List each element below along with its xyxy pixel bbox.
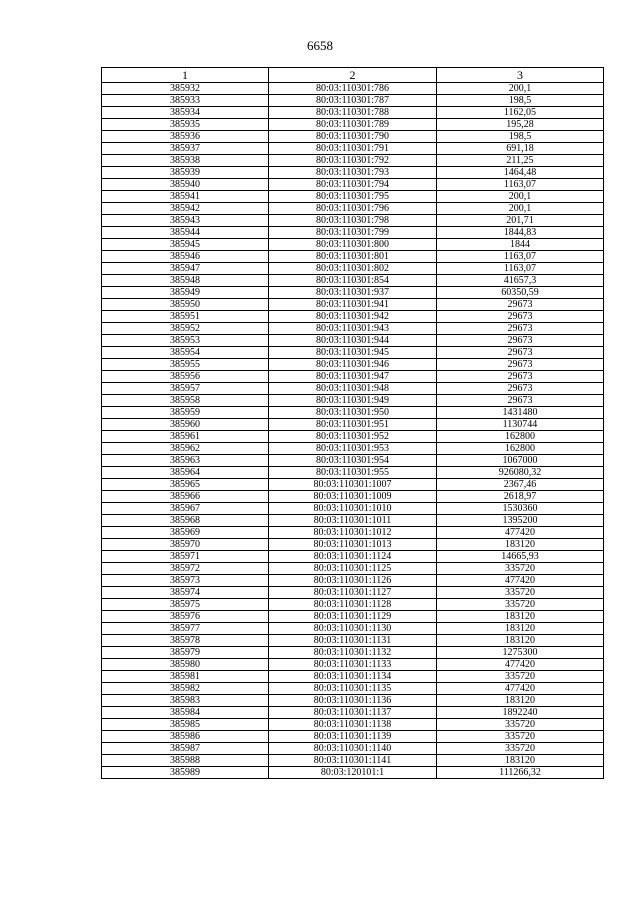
cadastral-number-cell: 80:03:110301:786 [269, 83, 437, 95]
value-cell: 335720 [437, 587, 604, 599]
value-cell: 1431480 [437, 407, 604, 419]
table-row [102, 659, 604, 671]
column-header-1: 1 [102, 68, 269, 83]
table-row [102, 743, 604, 755]
value-cell: 41657,3 [437, 275, 604, 287]
table-row [102, 263, 604, 275]
table-row [102, 671, 604, 683]
table-row [102, 623, 604, 635]
record-number-cell: 385957 [102, 383, 269, 395]
value-cell: 2367,46 [437, 479, 604, 491]
value-cell: 29673 [437, 311, 604, 323]
table-row [102, 383, 604, 395]
table-row [102, 683, 604, 695]
cadastral-number-cell: 80:03:110301:949 [269, 395, 437, 407]
record-number-cell: 385971 [102, 551, 269, 563]
cadastral-number-cell: 80:03:110301:948 [269, 383, 437, 395]
cadastral-number-cell: 80:03:110301:1131 [269, 635, 437, 647]
cadastral-number-cell: 80:03:110301:947 [269, 371, 437, 383]
record-number-cell: 385963 [102, 455, 269, 467]
table-row [102, 455, 604, 467]
value-cell: 926080,32 [437, 467, 604, 479]
value-cell: 1275300 [437, 647, 604, 659]
value-cell: 691,18 [437, 143, 604, 155]
record-number-cell: 385967 [102, 503, 269, 515]
record-number-cell: 385954 [102, 347, 269, 359]
cadastral-number-cell: 80:03:110301:795 [269, 191, 437, 203]
record-number-cell: 385952 [102, 323, 269, 335]
record-number-cell: 385941 [102, 191, 269, 203]
cadastral-number-cell: 80:03:110301:946 [269, 359, 437, 371]
cadastral-number-cell: 80:03:110301:1129 [269, 611, 437, 623]
value-cell: 29673 [437, 359, 604, 371]
record-number-cell: 385988 [102, 755, 269, 767]
table-row [102, 347, 604, 359]
cadastral-number-cell: 80:03:110301:1011 [269, 515, 437, 527]
cadastral-number-cell: 80:03:110301:1133 [269, 659, 437, 671]
table-row [102, 287, 604, 299]
cadastral-number-cell: 80:03:110301:1124 [269, 551, 437, 563]
table-row [102, 203, 604, 215]
value-cell: 477420 [437, 683, 604, 695]
value-cell: 2618,97 [437, 491, 604, 503]
cadastral-number-cell: 80:03:110301:1138 [269, 719, 437, 731]
record-number-cell: 385980 [102, 659, 269, 671]
table-row [102, 371, 604, 383]
record-number-cell: 385949 [102, 287, 269, 299]
value-cell: 183120 [437, 539, 604, 551]
cadastral-number-cell: 80:03:110301:1139 [269, 731, 437, 743]
cadastral-number-cell: 80:03:110301:800 [269, 239, 437, 251]
record-number-cell: 385943 [102, 215, 269, 227]
record-number-cell: 385961 [102, 431, 269, 443]
table-row [102, 359, 604, 371]
record-number-cell: 385975 [102, 599, 269, 611]
record-number-cell: 385972 [102, 563, 269, 575]
record-number-cell: 385947 [102, 263, 269, 275]
cadastral-number-cell: 80:03:110301:955 [269, 467, 437, 479]
table-row [102, 635, 604, 647]
cadastral-number-cell: 80:03:110301:787 [269, 95, 437, 107]
value-cell: 60350,59 [437, 287, 604, 299]
table-row [102, 599, 604, 611]
record-number-cell: 385945 [102, 239, 269, 251]
record-number-cell: 385960 [102, 419, 269, 431]
cadastral-number-cell: 80:03:110301:854 [269, 275, 437, 287]
value-cell: 211,25 [437, 155, 604, 167]
record-number-cell: 385982 [102, 683, 269, 695]
table-row [102, 527, 604, 539]
table-row [102, 431, 604, 443]
cadastral-number-cell: 80:03:110301:951 [269, 419, 437, 431]
record-number-cell: 385938 [102, 155, 269, 167]
value-cell: 1844 [437, 239, 604, 251]
record-number-cell: 385976 [102, 611, 269, 623]
table-row [102, 407, 604, 419]
value-cell: 183120 [437, 755, 604, 767]
table-row [102, 83, 604, 95]
value-cell: 198,5 [437, 131, 604, 143]
table-row [102, 443, 604, 455]
cadastral-number-cell: 80:03:110301:1130 [269, 623, 437, 635]
table-row [102, 395, 604, 407]
cadastral-number-cell: 80:03:110301:1125 [269, 563, 437, 575]
table-row [102, 323, 604, 335]
record-number-cell: 385966 [102, 491, 269, 503]
table-row [102, 143, 604, 155]
table-row [102, 503, 604, 515]
value-cell: 1163,07 [437, 179, 604, 191]
value-cell: 183120 [437, 695, 604, 707]
cadastral-number-cell: 80:03:110301:952 [269, 431, 437, 443]
cadastral-number-cell: 80:03:110301:1007 [269, 479, 437, 491]
table-row [102, 707, 604, 719]
record-number-cell: 385933 [102, 95, 269, 107]
value-cell: 1464,48 [437, 167, 604, 179]
value-cell: 1130744 [437, 419, 604, 431]
value-cell: 335720 [437, 731, 604, 743]
record-number-cell: 385956 [102, 371, 269, 383]
cadastral-number-cell: 80:03:110301:1127 [269, 587, 437, 599]
value-cell: 29673 [437, 395, 604, 407]
value-cell: 1844,83 [437, 227, 604, 239]
value-cell: 29673 [437, 299, 604, 311]
table-row [102, 539, 604, 551]
table-row [102, 695, 604, 707]
table-row [102, 275, 604, 287]
cadastral-number-cell: 80:03:110301:1009 [269, 491, 437, 503]
record-number-cell: 385977 [102, 623, 269, 635]
value-cell: 477420 [437, 527, 604, 539]
table-row [102, 731, 604, 743]
value-cell: 335720 [437, 671, 604, 683]
value-cell: 200,1 [437, 83, 604, 95]
record-number-cell: 385935 [102, 119, 269, 131]
value-cell: 29673 [437, 371, 604, 383]
column-header-3: 3 [437, 68, 604, 83]
record-number-cell: 385984 [102, 707, 269, 719]
table-row [102, 551, 604, 563]
table-row [102, 251, 604, 263]
record-number-cell: 385948 [102, 275, 269, 287]
table-row [102, 575, 604, 587]
value-cell: 29673 [437, 323, 604, 335]
table-row [102, 95, 604, 107]
table-row [102, 311, 604, 323]
table-row [102, 107, 604, 119]
cadastral-number-cell: 80:03:110301:943 [269, 323, 437, 335]
table-row [102, 299, 604, 311]
cadastral-number-cell: 80:03:110301:1135 [269, 683, 437, 695]
record-number-cell: 385969 [102, 527, 269, 539]
record-number-cell: 385958 [102, 395, 269, 407]
table-row [102, 131, 604, 143]
value-cell: 29673 [437, 335, 604, 347]
record-number-cell: 385964 [102, 467, 269, 479]
cadastral-number-cell: 80:03:110301:1128 [269, 599, 437, 611]
table-row [102, 479, 604, 491]
record-number-cell: 385959 [102, 407, 269, 419]
cadastral-number-cell: 80:03:110301:1010 [269, 503, 437, 515]
record-number-cell: 385981 [102, 671, 269, 683]
value-cell: 477420 [437, 659, 604, 671]
cadastral-number-cell: 80:03:110301:793 [269, 167, 437, 179]
record-number-cell: 385953 [102, 335, 269, 347]
table-row [102, 611, 604, 623]
cadastral-number-cell: 80:03:110301:791 [269, 143, 437, 155]
table-row [102, 335, 604, 347]
value-cell: 335720 [437, 743, 604, 755]
cadastral-number-cell: 80:03:110301:801 [269, 251, 437, 263]
value-cell: 200,1 [437, 203, 604, 215]
table-row [102, 191, 604, 203]
cadastral-number-cell: 80:03:110301:1012 [269, 527, 437, 539]
cadastral-number-cell: 80:03:110301:950 [269, 407, 437, 419]
table-row [102, 179, 604, 191]
table-row [102, 719, 604, 731]
record-number-cell: 385968 [102, 515, 269, 527]
table-row [102, 563, 604, 575]
table-row [102, 419, 604, 431]
value-cell: 335720 [437, 719, 604, 731]
table-row [102, 767, 604, 779]
record-number-cell: 385944 [102, 227, 269, 239]
table-row [102, 755, 604, 767]
record-number-cell: 385962 [102, 443, 269, 455]
record-number-cell: 385939 [102, 167, 269, 179]
table-row [102, 491, 604, 503]
value-cell: 200,1 [437, 191, 604, 203]
value-cell: 1892240 [437, 707, 604, 719]
cadastral-number-cell: 80:03:110301:1140 [269, 743, 437, 755]
value-cell: 29673 [437, 383, 604, 395]
cadastral-number-cell: 80:03:110301:792 [269, 155, 437, 167]
cadastral-number-cell: 80:03:110301:1013 [269, 539, 437, 551]
value-cell: 1530360 [437, 503, 604, 515]
table-header [102, 68, 604, 83]
value-cell: 183120 [437, 611, 604, 623]
cadastral-number-cell: 80:03:110301:944 [269, 335, 437, 347]
cadastral-number-cell: 80:03:110301:789 [269, 119, 437, 131]
value-cell: 183120 [437, 635, 604, 647]
record-number-cell: 385946 [102, 251, 269, 263]
value-cell: 29673 [437, 347, 604, 359]
cadastral-number-cell: 80:03:110301:953 [269, 443, 437, 455]
record-number-cell: 385934 [102, 107, 269, 119]
registry-table [101, 67, 604, 779]
record-number-cell: 385937 [102, 143, 269, 155]
cadastral-number-cell: 80:03:110301:1132 [269, 647, 437, 659]
table-row [102, 515, 604, 527]
value-cell: 477420 [437, 575, 604, 587]
cadastral-number-cell: 80:03:110301:937 [269, 287, 437, 299]
table-row [102, 239, 604, 251]
record-number-cell: 385936 [102, 131, 269, 143]
record-number-cell: 385965 [102, 479, 269, 491]
table-row [102, 167, 604, 179]
cadastral-number-cell: 80:03:110301:1126 [269, 575, 437, 587]
cadastral-number-cell: 80:03:110301:798 [269, 215, 437, 227]
table-row [102, 215, 604, 227]
record-number-cell: 385983 [102, 695, 269, 707]
record-number-cell: 385986 [102, 731, 269, 743]
cadastral-number-cell: 80:03:110301:1136 [269, 695, 437, 707]
cadastral-number-cell: 80:03:110301:802 [269, 263, 437, 275]
value-cell: 14665,93 [437, 551, 604, 563]
table-row [102, 647, 604, 659]
value-cell: 201,71 [437, 215, 604, 227]
record-number-cell: 385973 [102, 575, 269, 587]
value-cell: 183120 [437, 623, 604, 635]
value-cell: 198,5 [437, 95, 604, 107]
value-cell: 335720 [437, 563, 604, 575]
table-row [102, 119, 604, 131]
record-number-cell: 385974 [102, 587, 269, 599]
cadastral-number-cell: 80:03:110301:788 [269, 107, 437, 119]
table-row [102, 587, 604, 599]
header-row [102, 68, 604, 83]
record-number-cell: 385978 [102, 635, 269, 647]
value-cell: 1067000 [437, 455, 604, 467]
value-cell: 1162,05 [437, 107, 604, 119]
record-number-cell: 385942 [102, 203, 269, 215]
cadastral-number-cell: 80:03:110301:790 [269, 131, 437, 143]
cadastral-number-cell: 80:03:120101:1 [269, 767, 437, 779]
record-number-cell: 385985 [102, 719, 269, 731]
value-cell: 162800 [437, 443, 604, 455]
page-number: 6658 [307, 38, 333, 53]
record-number-cell: 385970 [102, 539, 269, 551]
table-row [102, 227, 604, 239]
cadastral-number-cell: 80:03:110301:799 [269, 227, 437, 239]
cadastral-number-cell: 80:03:110301:954 [269, 455, 437, 467]
value-cell: 1395200 [437, 515, 604, 527]
cadastral-number-cell: 80:03:110301:941 [269, 299, 437, 311]
record-number-cell: 385989 [102, 767, 269, 779]
cadastral-number-cell: 80:03:110301:796 [269, 203, 437, 215]
record-number-cell: 385950 [102, 299, 269, 311]
record-number-cell: 385987 [102, 743, 269, 755]
record-number-cell: 385940 [102, 179, 269, 191]
cadastral-number-cell: 80:03:110301:945 [269, 347, 437, 359]
column-header-2: 2 [269, 68, 437, 83]
record-number-cell: 385951 [102, 311, 269, 323]
table-row [102, 155, 604, 167]
record-number-cell: 385955 [102, 359, 269, 371]
cadastral-number-cell: 80:03:110301:942 [269, 311, 437, 323]
value-cell: 1163,07 [437, 263, 604, 275]
cadastral-number-cell: 80:03:110301:794 [269, 179, 437, 191]
value-cell: 195,28 [437, 119, 604, 131]
record-number-cell: 385932 [102, 83, 269, 95]
table-body [102, 83, 604, 779]
value-cell: 1163,07 [437, 251, 604, 263]
table-row [102, 467, 604, 479]
cadastral-number-cell: 80:03:110301:1134 [269, 671, 437, 683]
value-cell: 335720 [437, 599, 604, 611]
value-cell: 162800 [437, 431, 604, 443]
record-number-cell: 385979 [102, 647, 269, 659]
cadastral-number-cell: 80:03:110301:1137 [269, 707, 437, 719]
value-cell: 111266,32 [437, 767, 604, 779]
cadastral-number-cell: 80:03:110301:1141 [269, 755, 437, 767]
